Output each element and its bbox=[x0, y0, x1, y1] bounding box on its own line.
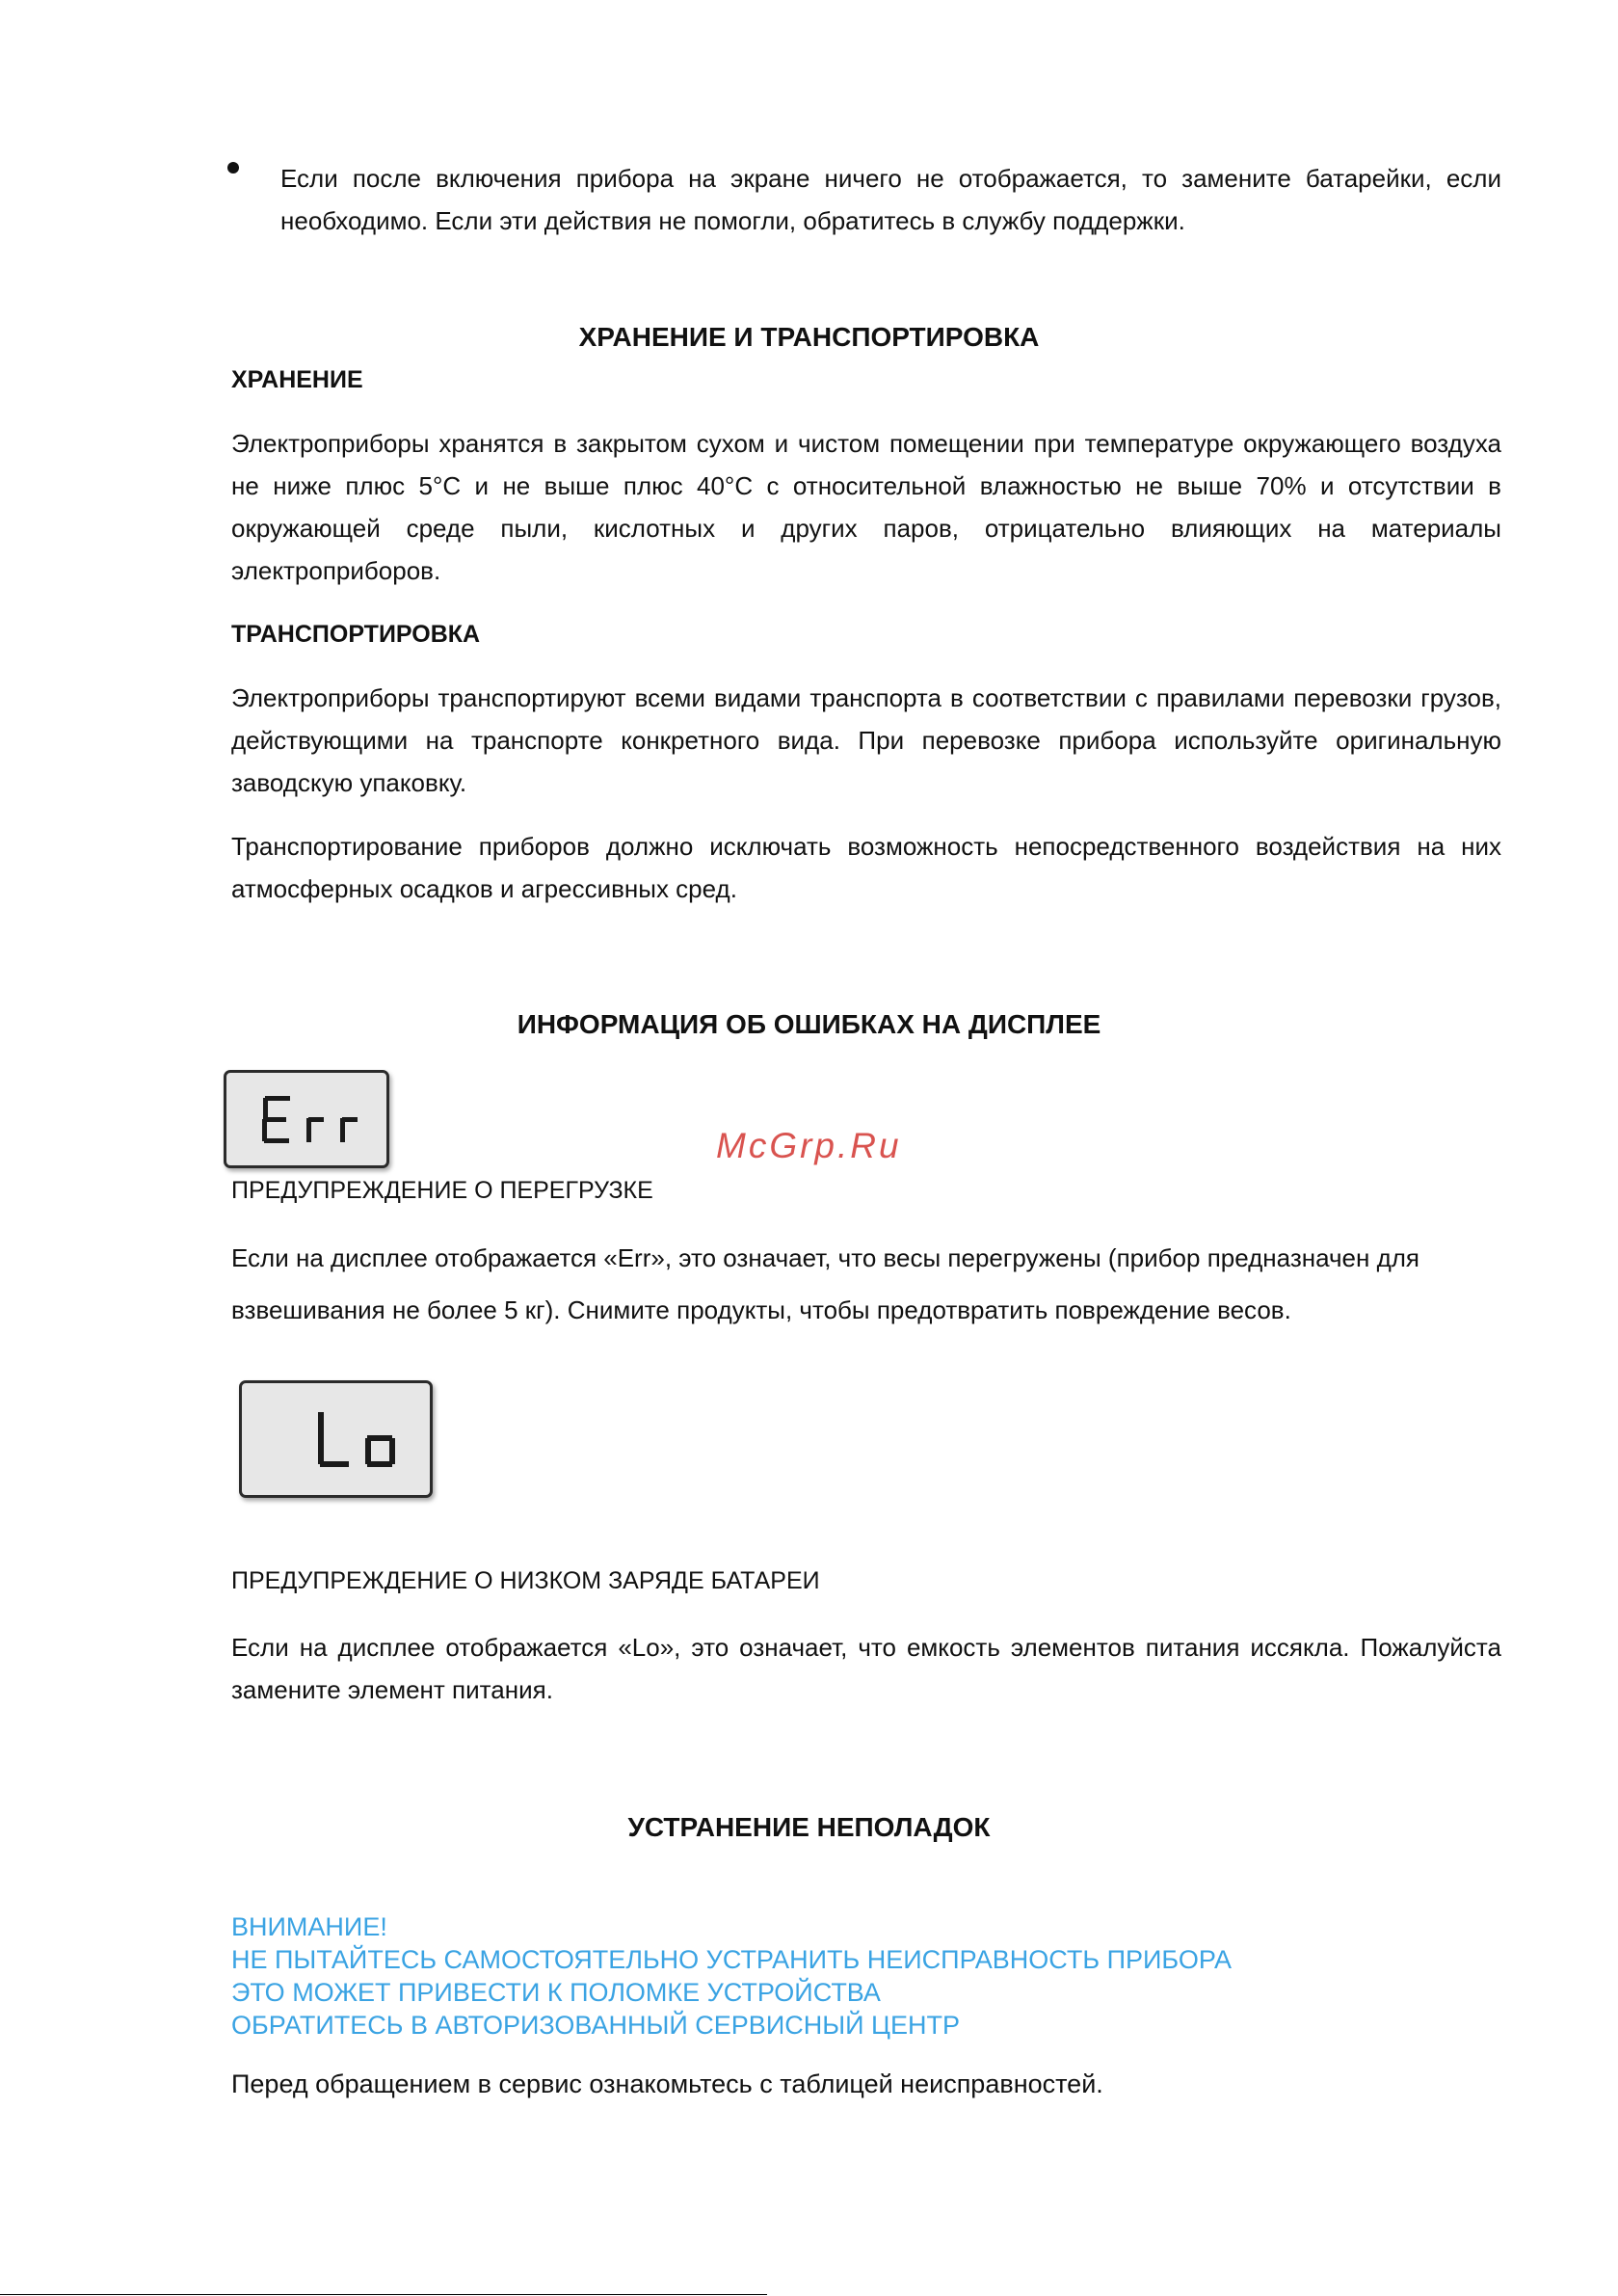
lo-lcd-glyphs bbox=[242, 1383, 430, 1495]
errors-section-title: ИНФОРМАЦИЯ ОБ ОШИБКАХ НА ДИСПЛЕЕ bbox=[517, 1009, 1101, 1039]
storage-section-title: ХРАНЕНИЕ И ТРАНСПОРТИРОВКА bbox=[578, 322, 1040, 352]
bullet-dot bbox=[227, 162, 239, 174]
storage-heading: ХРАНЕНИЕ bbox=[231, 366, 363, 393]
warning-block bbox=[0, 1910, 1233, 2042]
bullet-text: Если после включения прибора на экране ничего не отображается, то замените батарейки, если необходимо. Если эти действия не помогли, обратитесь в службу поддержки. bbox=[280, 164, 1501, 235]
overload-heading: ПРЕДУПРЕЖДЕНИЕ О ПЕРЕГРУЗКЕ bbox=[231, 1177, 653, 1204]
storage-text: Электроприборы хранятся в закрытом сухом и чистом помещении при температуре окружающего воздуха не ниже плюс 5°С и не выше плюс 40°С с относительной влажностью не выше 70% и отсутствии в окружающей среде пыли, кислотных и других паров, отрицательно влияющих на материалы электроприборов. bbox=[231, 429, 1501, 585]
watermark: McGrp.Ru bbox=[716, 1126, 902, 1165]
service-note: Перед обращением в сервис ознакомьтесь с таблицей неисправностей. bbox=[231, 2069, 1103, 2098]
warning-line: ОБРАТИТЕСЬ В АВТОРИЗОВАННЫЙ СЕРВИСНЫЙ ЦЕНТР bbox=[231, 2011, 961, 2040]
warning-line: ВНИМАНИЕ! bbox=[231, 1912, 387, 1941]
overload-text-line-2: взвешивания не более 5 кг). Снимите продукты, чтобы предотвратить повреждение весов. bbox=[231, 1295, 1291, 1324]
lo-display bbox=[239, 1380, 433, 1498]
transport-heading: ТРАНСПОРТИРОВКА bbox=[231, 621, 481, 648]
low-battery-text: Если на дисплее отображается «Lo», это означает, что емкость элементов питания иссякла. Пожалуйста замените элемент питания. bbox=[231, 1633, 1501, 1704]
err-lcd-glyphs bbox=[226, 1073, 386, 1165]
low-battery-heading: ПРЕДУПРЕЖДЕНИЕ О НИЗКОМ ЗАРЯДЕ БАТАРЕИ bbox=[231, 1567, 820, 1594]
warning-line: ЭТО МОЖЕТ ПРИВЕСТИ К ПОЛОМКЕ УСТРОЙСТВА bbox=[231, 1978, 881, 2007]
overload-text-line-1: Если на дисплее отображается «Err», это означает, что весы перегружены (прибор предназначен для bbox=[231, 1243, 1419, 1272]
troubleshooting-title: УСТРАНЕНИЕ НЕПОЛАДОК bbox=[627, 1812, 991, 1842]
footer-rule bbox=[0, 2294, 767, 2295]
transport-text-1: Электроприборы транспортируют всеми видами транспорта в соответствии с правилами перевозки грузов, действующими на транспорте конкретного вида. При перевозке прибора используйте оригинальную заводскую упаковку. bbox=[231, 683, 1501, 797]
err-display bbox=[224, 1070, 389, 1168]
transport-text-2: Транспортирование приборов должно исключать возможность непосредственного воздействия на них атмосферных осадков и агрессивных сред. bbox=[231, 832, 1501, 903]
warning-line: НЕ ПЫТАЙТЕСЬ САМОСТОЯТЕЛЬНО УСТРАНИТЬ НЕИСПРАВНОСТЬ ПРИБОРА bbox=[231, 1945, 1233, 1974]
